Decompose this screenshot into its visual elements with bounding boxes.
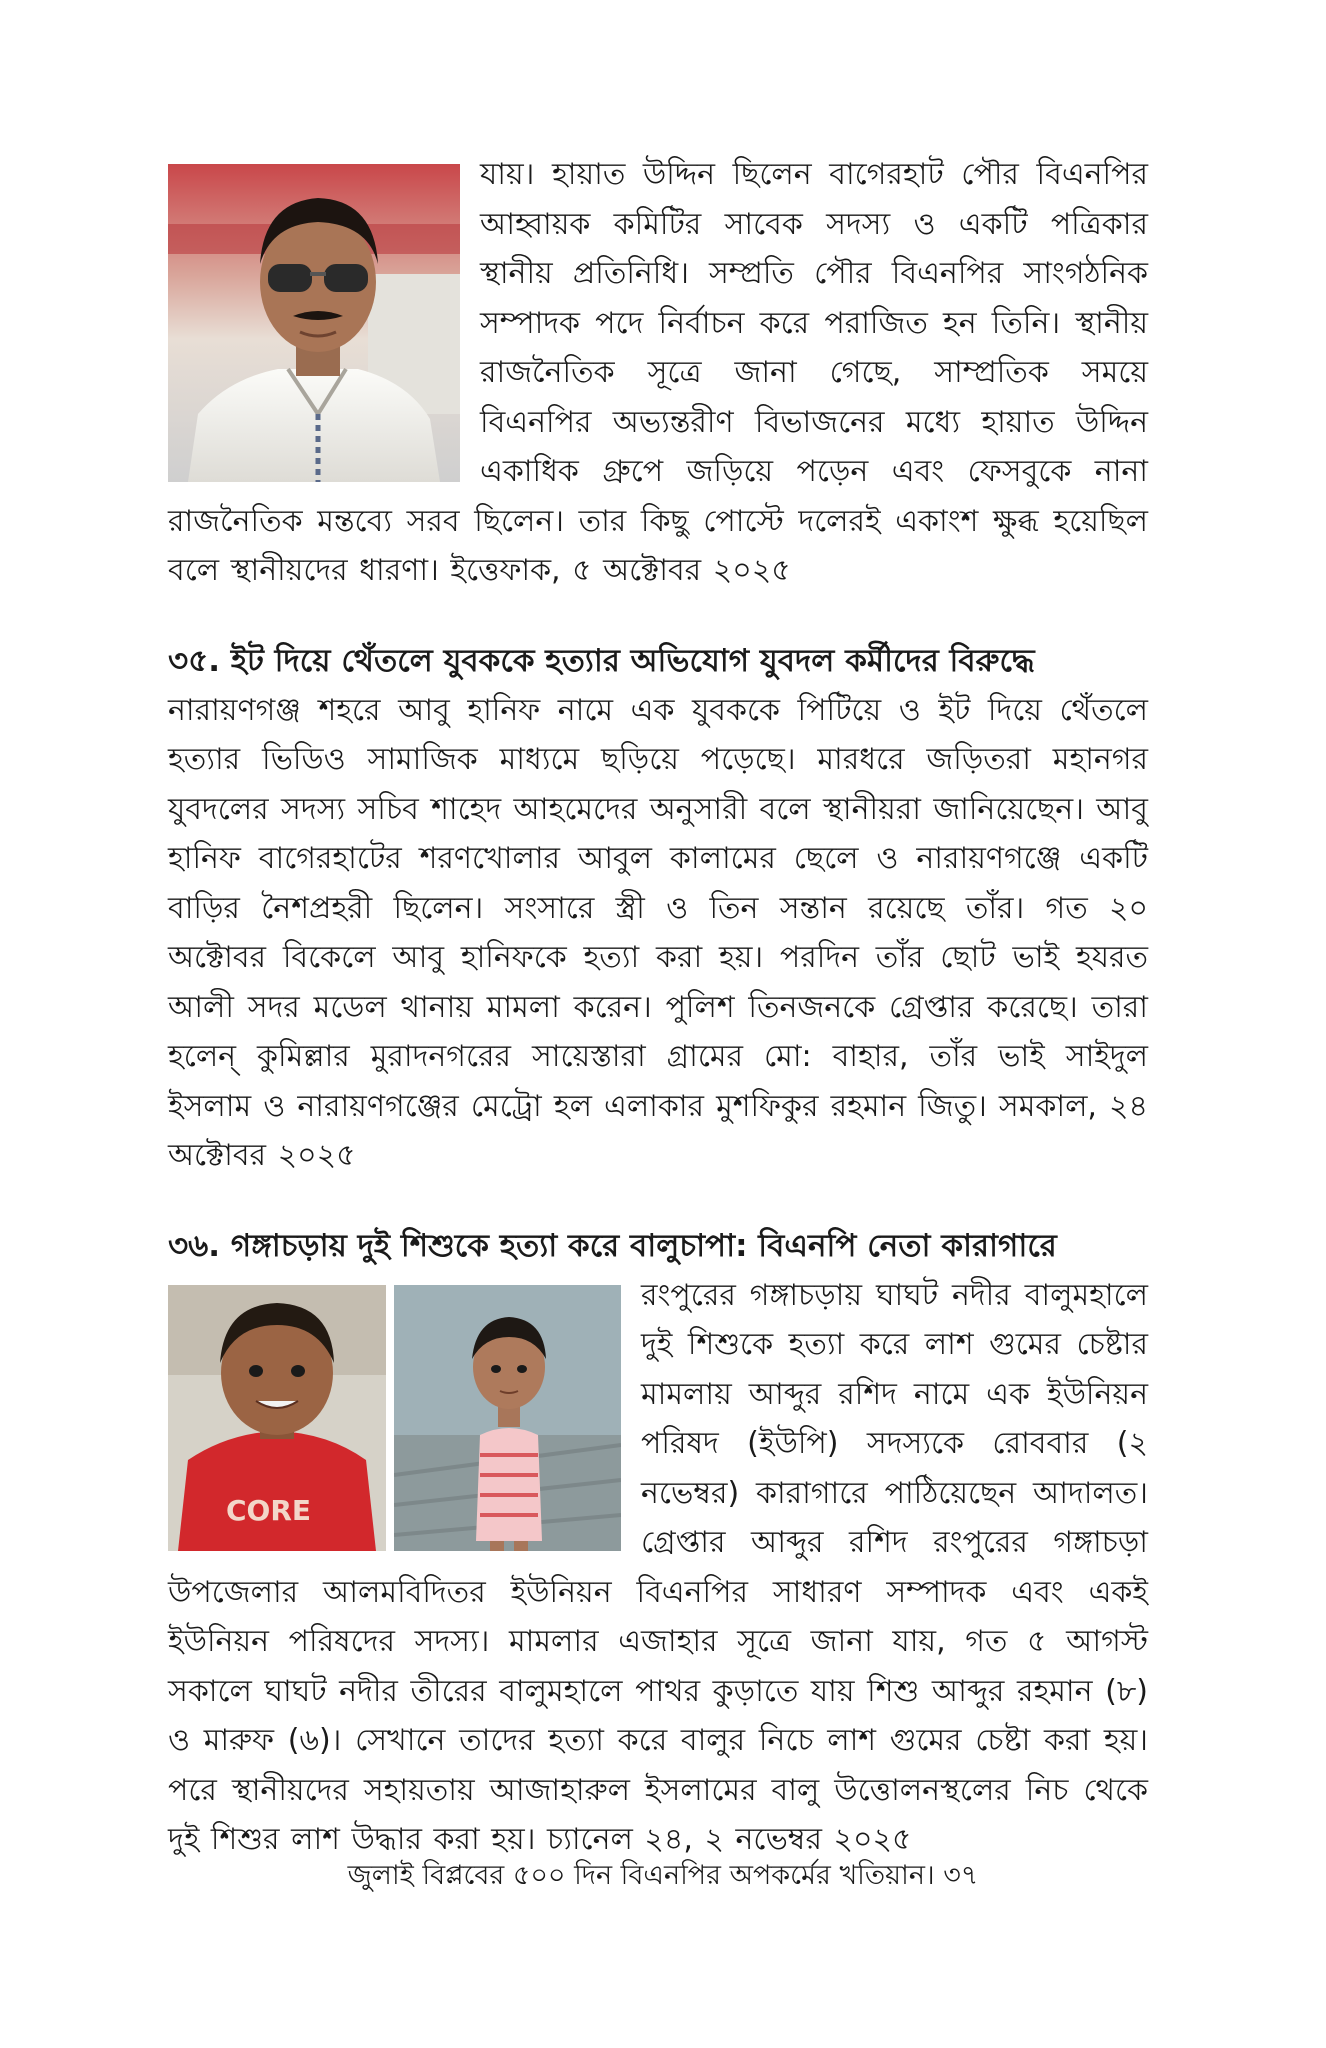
section-intro (168, 150, 1148, 596)
intro-paragraph: যায়। হায়াত উদ্দিন ছিলেন বাগেরহাট পৌর বিএনপির আহ্বায়ক কমিটির সাবেক সদস্য ও একটি পত্রিকার স্থানীয় প্রতিনিধি। সম্প্রতি পৌর বিএনপির সাংগঠনিক সম্পাদক পদে নির্বাচন করে পরাজিত হন তিনি। স্থানীয় রাজনৈতিক সূত্রে জানা গেছে, সাম্প্রতিক সময়ে বিএনপির অভ্যন্তরীণ বিভাজনের মধ্যে হায়াত উদ্দিন একাধিক গ্রুপে জড়িয়ে পড়েন এবং ফেসবুকে নানা রাজনৈতিক মন্তব্যে সরব ছিলেন। তার কিছু পোস্টে দলেরই একাংশ ক্ষুব্ধ হয়েছিল বলে স্থানীয়দের ধারণা। ইত্তেফাক, ৫ অক্টোবর ২০২৫ (168, 157, 1148, 588)
section-35 (168, 636, 1148, 1181)
children-photos (168, 1285, 621, 1551)
section-35-body: নারায়ণগঞ্জ শহরে আবু হানিফ নামে এক যুবককে পিটিয়ে ও ইট দিয়ে থেঁতলে হত্যার ভিডিও সামাজিক মাধ্যমে ছড়িয়ে পড়েছে। মারধরে জড়িতরা মহানগর যুবদলের সদস্য সচিব শাহেদ আহমেদের অনুসারী বলে স্থানীয়রা জানিয়েছেন। আবু হানিফ বাগেরহাটের শরণখোলার আবুল কালামের ছেলে ও নারায়ণগঞ্জে একটি বাড়ির নৈশপ্রহরী ছিলেন। সংসারে স্ত্রী ও তিন সন্তান রয়েছে তাঁর। গত ২০ অক্টোবর বিকেলে আবু হানিফকে হত্যা করা হয়। পরদিন তাঁর ছোট ভাই হযরত আলী সদর মডেল থানায় মামলা করেন। পুলিশ তিনজনকে গ্রেপ্তার করেছে। তারা হলেন্‌ কুমিল্লার মুরাদনগরের সায়েস্তারা গ্রামের মো: বাহার, তাঁর ভাই সাইদুল ইসলাম ও নারায়ণগঞ্জের মেট্রো হল এলাকার মুশফিকুর রহমান জিতু। সমকাল, ২৪ অক্টোবর ২০২৫ (168, 692, 1148, 1173)
child-photo-left (168, 1285, 386, 1551)
page-content (168, 150, 1148, 1865)
page-footer: জুলাই বিপ্লবের ৫০০ দিন বিএনপির অপকর্মের খতিয়ান। ৩৭ (347, 1860, 979, 1891)
section-36-heading: ৩৬. গঙ্গাচড়ায় দুই শিশুকে হত্যা করে বালুচাপা: বিএনপি নেতা কারাগারে (168, 1227, 1057, 1264)
section-36-body: রংপুরের গঙ্গাচড়ায় ঘাঘট নদীর বালুমহালে দুই শিশুকে হত্যা করে লাশ গুমের চেষ্টার মামলায় আব্দুর রশিদ নামে এক ইউনিয়ন পরিষদ (ইউপি) সদস্যকে রোববার (২ নভেম্বর) কারাগারে পাঠিয়েছেন আদালত। গ্রেপ্তার আব্দুর রশিদ রংপুরের গঙ্গাচড়া উপজেলার আলমবিদিতর ইউনিয়ন বিএনপির সাধারণ সম্পাদক এবং একই ইউনিয়ন পরিষদের সদস্য। মামলার এজাহার সূত্রে জানা যায়, গত ৫ আগস্ট সকালে ঘাঘট নদীর তীরের বালুমহালে পাথর কুড়াতে যায় শিশু আব্দুর রহমান (৮) ও মারুফ (৬)। সেখানে তাদের হত্যা করে বালুর নিচে লাশ গুমের চেষ্টা করা হয়। পরে স্থানীয়দের সহায়তায় আজাহারুল ইসলামের বালু উত্তোলনস্থলের নিচ থেকে দুই শিশুর লাশ উদ্ধার করা হয়। চ্যানেল ২৪, ২ নভেম্বর ২০২৫ (168, 1277, 1148, 1857)
section-36 (168, 1221, 1148, 1865)
child-photo-right (394, 1285, 621, 1551)
man-photo (168, 164, 460, 482)
section-35-heading: ৩৫. ইট দিয়ে থেঁতলে যুবককে হত্যার অভিযোগ যুবদল কর্মীদের বিরুদ্ধে (168, 642, 1035, 679)
svg-text:CORE: CORE (226, 1493, 312, 1527)
